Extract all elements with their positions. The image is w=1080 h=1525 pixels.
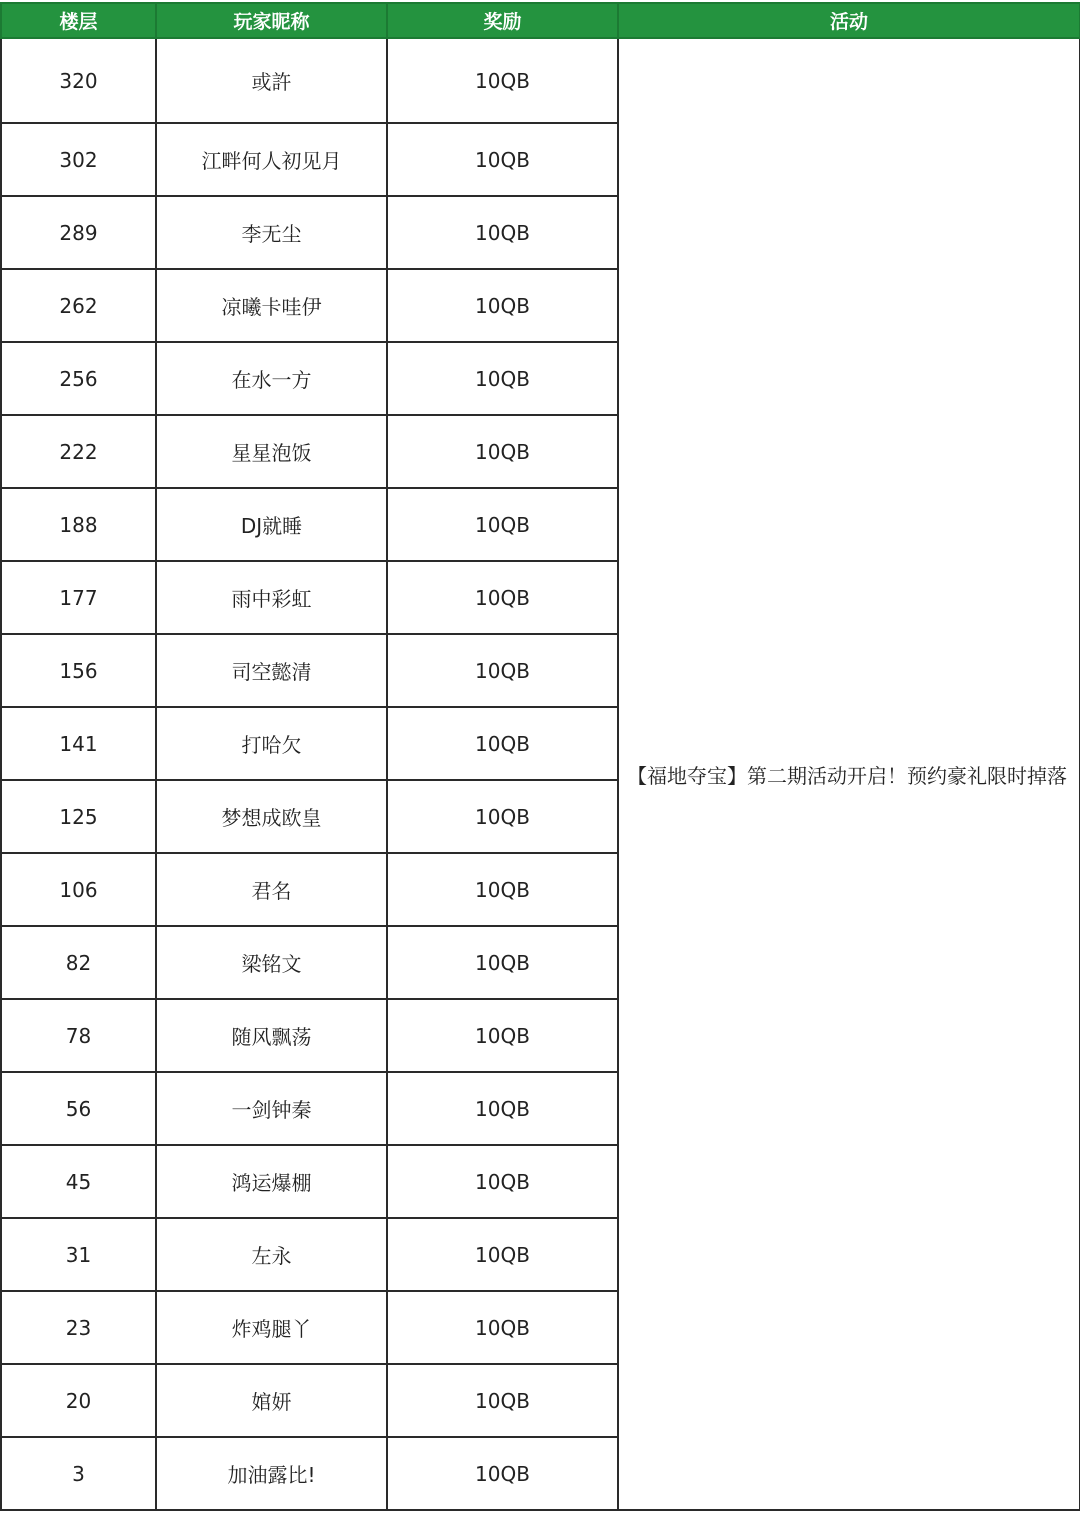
reward-cell: 10QB <box>387 1437 618 1510</box>
floor-cell: 302 <box>1 123 156 196</box>
floor-cell: 156 <box>1 634 156 707</box>
activity-cell: 【福地夺宝】第二期活动开启！预约豪礼限时掉落 <box>618 38 1080 1510</box>
nickname-cell: 左永 <box>156 1218 387 1291</box>
floor-cell: 256 <box>1 342 156 415</box>
nickname-cell: 加油露比! <box>156 1437 387 1510</box>
floor-cell: 262 <box>1 269 156 342</box>
table-body <box>1 38 1080 1510</box>
floor-cell: 23 <box>1 1291 156 1364</box>
reward-cell: 10QB <box>387 38 618 123</box>
floor-cell: 177 <box>1 561 156 634</box>
nickname-cell: 梁铭文 <box>156 926 387 999</box>
nickname-cell: 雨中彩虹 <box>156 561 387 634</box>
nickname-cell: 打哈欠 <box>156 707 387 780</box>
nickname-cell: 婠妍 <box>156 1364 387 1437</box>
winners-table <box>0 2 1080 1511</box>
floor-cell: 125 <box>1 780 156 853</box>
nickname-cell: 鸿运爆棚 <box>156 1145 387 1218</box>
floor-cell: 20 <box>1 1364 156 1437</box>
floor-cell: 31 <box>1 1218 156 1291</box>
floor-cell: 141 <box>1 707 156 780</box>
floor-cell: 106 <box>1 853 156 926</box>
reward-cell: 10QB <box>387 634 618 707</box>
reward-cell: 10QB <box>387 999 618 1072</box>
reward-cell: 10QB <box>387 780 618 853</box>
reward-cell: 10QB <box>387 1291 618 1364</box>
header-reward: 奖励 <box>387 3 618 38</box>
reward-cell: 10QB <box>387 123 618 196</box>
nickname-cell: 李无尘 <box>156 196 387 269</box>
reward-cell: 10QB <box>387 707 618 780</box>
nickname-cell: 司空懿清 <box>156 634 387 707</box>
nickname-cell: 梦想成欧皇 <box>156 780 387 853</box>
nickname-cell: 炸鸡腿丫 <box>156 1291 387 1364</box>
table-row <box>1 38 1080 123</box>
header-floor: 楼层 <box>1 3 156 38</box>
floor-cell: 3 <box>1 1437 156 1510</box>
reward-cell: 10QB <box>387 415 618 488</box>
header-nickname: 玩家昵称 <box>156 3 387 38</box>
table-header <box>1 3 1080 38</box>
nickname-cell: 君名 <box>156 853 387 926</box>
reward-cell: 10QB <box>387 1145 618 1218</box>
floor-cell: 289 <box>1 196 156 269</box>
floor-cell: 45 <box>1 1145 156 1218</box>
nickname-cell: 一剑钟秦 <box>156 1072 387 1145</box>
reward-cell: 10QB <box>387 196 618 269</box>
floor-cell: 320 <box>1 38 156 123</box>
reward-cell: 10QB <box>387 1218 618 1291</box>
reward-cell: 10QB <box>387 561 618 634</box>
floor-cell: 56 <box>1 1072 156 1145</box>
nickname-cell: 凉曦卡哇伊 <box>156 269 387 342</box>
nickname-cell: DJ就睡 <box>156 488 387 561</box>
floor-cell: 188 <box>1 488 156 561</box>
reward-cell: 10QB <box>387 1364 618 1437</box>
nickname-cell: 星星泡饭 <box>156 415 387 488</box>
reward-cell: 10QB <box>387 1072 618 1145</box>
nickname-cell: 随风飘荡 <box>156 999 387 1072</box>
nickname-cell: 或許 <box>156 38 387 123</box>
reward-cell: 10QB <box>387 853 618 926</box>
reward-cell: 10QB <box>387 342 618 415</box>
reward-cell: 10QB <box>387 269 618 342</box>
floor-cell: 222 <box>1 415 156 488</box>
header-activity: 活动 <box>618 3 1080 38</box>
reward-cell: 10QB <box>387 926 618 999</box>
nickname-cell: 江畔何人初见月 <box>156 123 387 196</box>
floor-cell: 78 <box>1 999 156 1072</box>
floor-cell: 82 <box>1 926 156 999</box>
reward-cell: 10QB <box>387 488 618 561</box>
nickname-cell: 在水一方 <box>156 342 387 415</box>
header-row <box>1 3 1080 38</box>
